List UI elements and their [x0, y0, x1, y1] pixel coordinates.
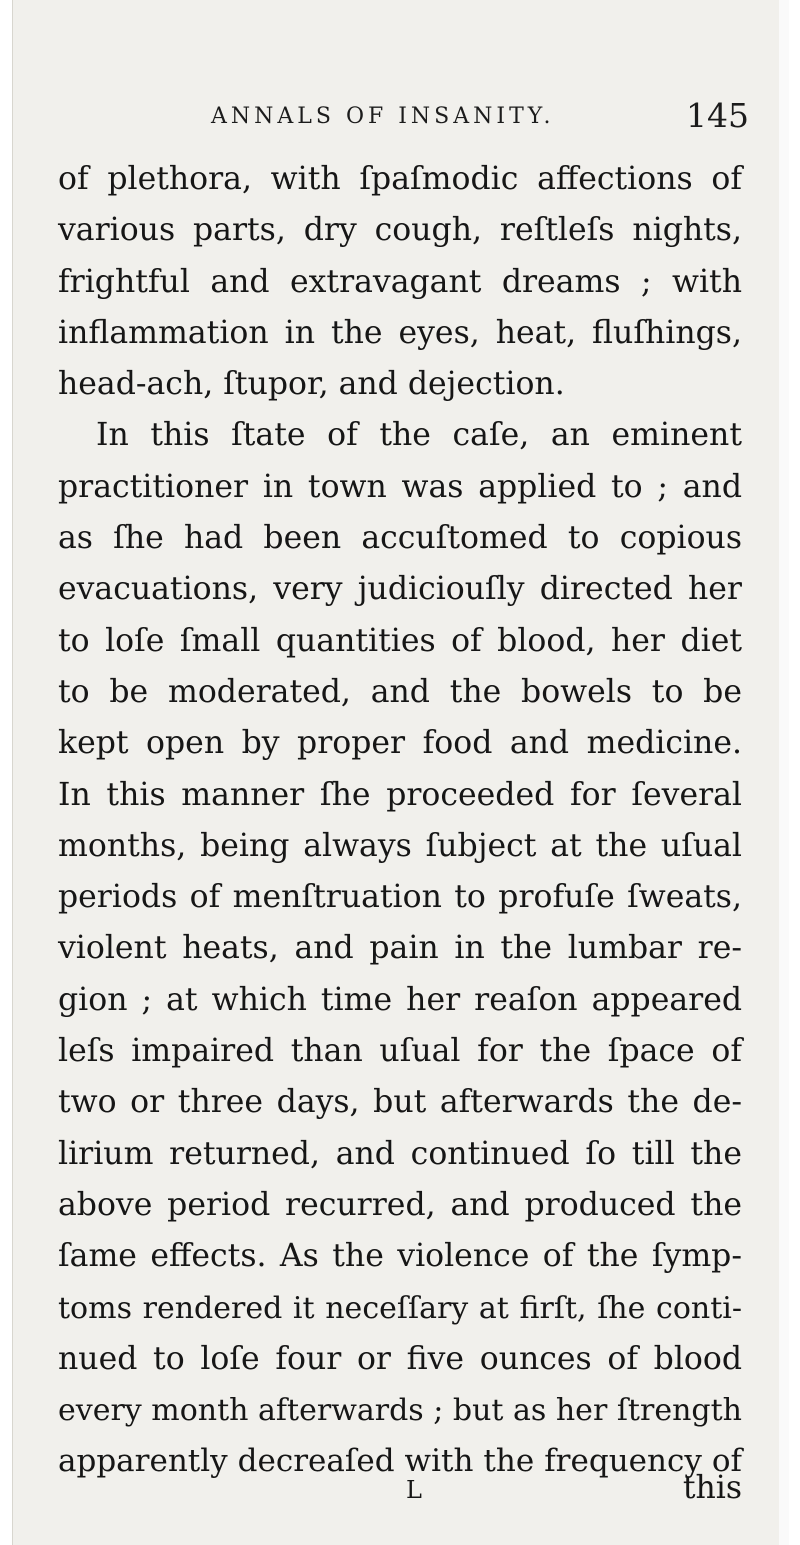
- catchword: this: [682, 1470, 742, 1506]
- text-line: violent heats, and pain in the lumbar re-: [58, 930, 742, 967]
- text-line: frightful and extravagant dreams ; with: [58, 263, 742, 300]
- running-title: ANNALS OF INSANITY.: [211, 104, 555, 129]
- text-line: toms rendered it neceſſary at firſt, ſhe conti-: [58, 1290, 742, 1326]
- signature-mark: L: [406, 1476, 422, 1504]
- text-line: head-ach, ſtupor, and dejection.: [58, 366, 565, 403]
- text-line: leſs impaired than uſual for the ſpace of: [58, 1033, 742, 1070]
- text-line: months, being always ſubject at the uſual: [58, 827, 742, 864]
- text-line: above period recurred, and produced the: [58, 1186, 742, 1223]
- page-footer: [58, 1470, 742, 1510]
- text-line: In this manner ſhe proceeded for ſeveral: [58, 776, 742, 813]
- page-number: 145: [686, 96, 749, 135]
- text-line: kept open by proper food and medicine.: [58, 725, 742, 762]
- paragraph-start-line: In this ſtate of the caſe, an eminent: [96, 417, 742, 454]
- text-line: two or three days, but afterwards the de-: [58, 1084, 742, 1121]
- running-head: [63, 96, 763, 146]
- text-line: lirium returned, and continued ſo till the: [58, 1135, 742, 1172]
- text-line: of plethora, with ſpaſmodic affections of: [58, 161, 742, 197]
- text-line: periods of menſtruation to profuſe ſweats,: [58, 879, 742, 916]
- text-line: apparently decreaſed with the frequency of: [58, 1443, 742, 1480]
- text-line: to loſe ſmall quantities of blood, her diet: [58, 622, 742, 659]
- text-line: ſame effects. As the violence of the ſymp-: [58, 1238, 742, 1275]
- text-line: practitioner in town was applied to ; and: [58, 468, 742, 505]
- text-line: inflammation in the eyes, heat, fluſhings,: [58, 314, 742, 351]
- page-edge: [779, 0, 789, 1545]
- text-line: every month afterwards ; but as her ſtrength: [58, 1393, 742, 1429]
- text-line: to be moderated, and the bowels to be: [58, 673, 742, 710]
- body-text: [58, 154, 742, 1488]
- text-line: as ſhe had been accuſtomed to copious: [58, 520, 742, 557]
- text-line: nued to loſe four or five ounces of blood: [58, 1340, 742, 1377]
- text-line: gion ; at which time her reaſon appeared: [58, 981, 742, 1018]
- text-line: various parts, dry cough, reſtleſs nights,: [58, 212, 742, 249]
- text-line: evacuations, very judiciouſly directed her: [58, 571, 742, 608]
